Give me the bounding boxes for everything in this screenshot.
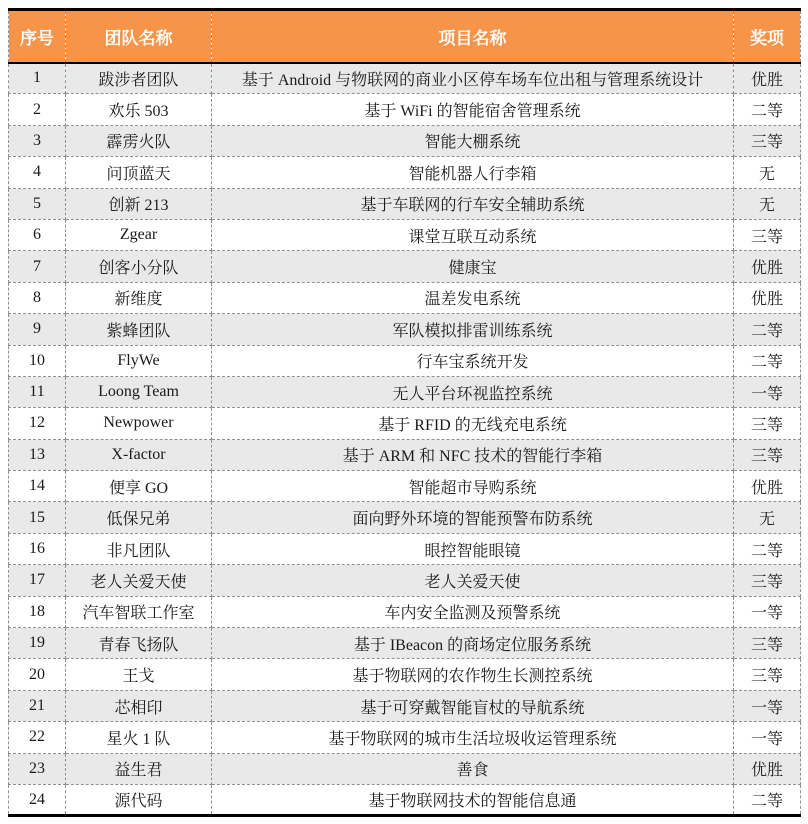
table-row [9, 690, 801, 721]
table-row [9, 63, 801, 94]
column-header-project: 项目名称 [212, 10, 734, 63]
cell-team: 跋涉者团队 [66, 63, 212, 94]
cell-project: 基于 ARM 和 NFC 技术的智能行李箱 [212, 439, 734, 470]
cell-award: 无 [734, 188, 801, 219]
cell-index: 13 [9, 439, 66, 470]
cell-team: 创客小分队 [66, 251, 212, 282]
cell-index: 11 [9, 376, 66, 407]
cell-award: 三等 [734, 628, 801, 659]
awards-table-container [8, 8, 800, 817]
cell-team: 低保兄弟 [66, 502, 212, 533]
cell-index: 10 [9, 345, 66, 376]
cell-award: 优胜 [734, 471, 801, 502]
cell-project: 基于物联网的农作物生长测控系统 [212, 659, 734, 690]
cell-team: 青春飞扬队 [66, 628, 212, 659]
cell-project: 善食 [212, 753, 734, 784]
cell-award: 三等 [734, 219, 801, 250]
cell-award: 三等 [734, 565, 801, 596]
table-body [9, 63, 801, 816]
cell-project: 智能超市导购系统 [212, 471, 734, 502]
awards-table [8, 8, 801, 817]
table-row [9, 282, 801, 313]
cell-team: 新维度 [66, 282, 212, 313]
cell-team: 问顶蓝天 [66, 157, 212, 188]
cell-team: 芯相印 [66, 690, 212, 721]
cell-index: 3 [9, 125, 66, 156]
cell-project: 课堂互联互动系统 [212, 219, 734, 250]
cell-award: 二等 [734, 784, 801, 815]
cell-index: 4 [9, 157, 66, 188]
cell-index: 23 [9, 753, 66, 784]
cell-project: 基于车联网的行车安全辅助系统 [212, 188, 734, 219]
cell-index: 18 [9, 596, 66, 627]
cell-project: 健康宝 [212, 251, 734, 282]
table-row [9, 188, 801, 219]
cell-index: 6 [9, 219, 66, 250]
table-row [9, 659, 801, 690]
cell-project: 无人平台环视监控系统 [212, 376, 734, 407]
cell-index: 9 [9, 314, 66, 345]
cell-team: 创新 213 [66, 188, 212, 219]
cell-award: 二等 [734, 533, 801, 564]
table-row [9, 251, 801, 282]
table-row [9, 753, 801, 784]
cell-project: 基于物联网的城市生活垃圾收运管理系统 [212, 722, 734, 753]
table-row [9, 533, 801, 564]
cell-team: 霹雳火队 [66, 125, 212, 156]
cell-team: 益生君 [66, 753, 212, 784]
cell-award: 优胜 [734, 282, 801, 313]
cell-index: 7 [9, 251, 66, 282]
cell-team: 源代码 [66, 784, 212, 815]
header-row [9, 10, 801, 63]
cell-project: 基于物联网技术的智能信息通 [212, 784, 734, 815]
cell-index: 14 [9, 471, 66, 502]
cell-team: X-factor [66, 439, 212, 470]
cell-team: 汽车智联工作室 [66, 596, 212, 627]
table-row [9, 502, 801, 533]
table-row [9, 408, 801, 439]
cell-index: 16 [9, 533, 66, 564]
cell-index: 8 [9, 282, 66, 313]
cell-award: 优胜 [734, 753, 801, 784]
cell-project: 眼控智能眼镜 [212, 533, 734, 564]
cell-project: 基于 WiFi 的智能宿舍管理系统 [212, 94, 734, 125]
table-row [9, 565, 801, 596]
cell-award: 二等 [734, 94, 801, 125]
cell-index: 17 [9, 565, 66, 596]
cell-award: 优胜 [734, 251, 801, 282]
cell-award: 一等 [734, 376, 801, 407]
cell-project: 老人关爱天使 [212, 565, 734, 596]
cell-index: 21 [9, 690, 66, 721]
cell-award: 三等 [734, 439, 801, 470]
cell-team: Loong Team [66, 376, 212, 407]
table-header [9, 10, 801, 63]
table-row [9, 628, 801, 659]
cell-team: 便享 GO [66, 471, 212, 502]
cell-index: 1 [9, 63, 66, 94]
cell-index: 24 [9, 784, 66, 815]
cell-project: 基于 Android 与物联网的商业小区停车场车位出租与管理系统设计 [212, 63, 734, 94]
cell-index: 15 [9, 502, 66, 533]
table-row [9, 784, 801, 815]
cell-index: 12 [9, 408, 66, 439]
cell-award: 三等 [734, 659, 801, 690]
cell-team: FlyWe [66, 345, 212, 376]
cell-award: 无 [734, 502, 801, 533]
column-header-award: 奖项 [734, 10, 801, 63]
table-row [9, 722, 801, 753]
cell-team: 非凡团队 [66, 533, 212, 564]
table-row [9, 345, 801, 376]
table-row [9, 219, 801, 250]
table-row [9, 439, 801, 470]
column-header-index: 序号 [9, 10, 66, 63]
cell-award: 三等 [734, 408, 801, 439]
cell-award: 一等 [734, 596, 801, 627]
cell-team: 紫蜂团队 [66, 314, 212, 345]
cell-team: 老人关爱天使 [66, 565, 212, 596]
cell-award: 无 [734, 157, 801, 188]
table-row [9, 376, 801, 407]
table-row [9, 471, 801, 502]
column-header-team: 团队名称 [66, 10, 212, 63]
cell-project: 行车宝系统开发 [212, 345, 734, 376]
cell-project: 车内安全监测及预警系统 [212, 596, 734, 627]
cell-award: 二等 [734, 345, 801, 376]
cell-index: 19 [9, 628, 66, 659]
cell-award: 三等 [734, 125, 801, 156]
cell-index: 22 [9, 722, 66, 753]
cell-project: 基于 RFID 的无线充电系统 [212, 408, 734, 439]
cell-index: 5 [9, 188, 66, 219]
cell-project: 智能大棚系统 [212, 125, 734, 156]
cell-index: 20 [9, 659, 66, 690]
cell-award: 一等 [734, 722, 801, 753]
cell-team: Newpower [66, 408, 212, 439]
cell-team: Zgear [66, 219, 212, 250]
cell-project: 基于 IBeacon 的商场定位服务系统 [212, 628, 734, 659]
cell-project: 温差发电系统 [212, 282, 734, 313]
cell-team: 欢乐 503 [66, 94, 212, 125]
cell-award: 一等 [734, 690, 801, 721]
table-row [9, 157, 801, 188]
cell-index: 2 [9, 94, 66, 125]
cell-award: 二等 [734, 314, 801, 345]
cell-project: 基于可穿戴智能盲杖的导航系统 [212, 690, 734, 721]
cell-project: 面向野外环境的智能预警布防系统 [212, 502, 734, 533]
table-row [9, 94, 801, 125]
cell-team: 星火 1 队 [66, 722, 212, 753]
cell-project: 军队模拟排雷训练系统 [212, 314, 734, 345]
table-row [9, 596, 801, 627]
cell-project: 智能机器人行李箱 [212, 157, 734, 188]
cell-award: 优胜 [734, 63, 801, 94]
cell-team: 王戈 [66, 659, 212, 690]
table-row [9, 125, 801, 156]
table-row [9, 314, 801, 345]
